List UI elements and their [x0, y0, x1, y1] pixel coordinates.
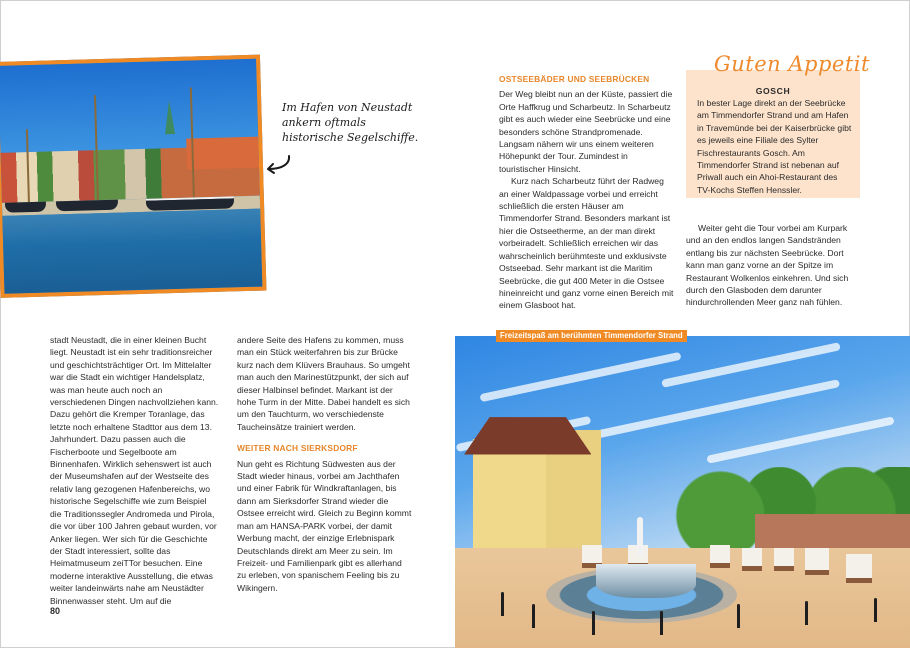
section-heading: OSTSEEBÄDER UND SEEBRÜCKEN — [499, 74, 650, 84]
fountain-bowl — [596, 564, 696, 598]
beach-chair — [846, 554, 872, 583]
photo-water — [2, 209, 262, 294]
church-spire — [164, 100, 175, 134]
harbor-photo — [0, 55, 266, 298]
seahorse-sculpture — [637, 517, 643, 557]
curved-arrow-icon — [264, 154, 294, 176]
info-box-heading: GOSCH — [755, 86, 791, 96]
harbor-photo-caption — [282, 100, 422, 145]
beach-chair — [805, 548, 829, 575]
page-number: 80 — [50, 606, 61, 616]
caption-line: Im Hafen von Neustadt — [282, 101, 413, 114]
section-heading: WEITER NACH SIERKSDORF — [237, 443, 358, 454]
body-paragraph: Weiter geht die Tour vorbei am Kurpark und an den endlos langen Sandstränden entlang bis zur nächsten Seebrücke. Dort kann man ganz vorne an der Spitze im Restaurant Wolkenlos einkehren. Und sich durch den Glasboden dem darunter hindurchrollenden Meer ganz nah fühlen. — [686, 223, 849, 308]
body-paragraph: andere Seite des Hafens zu kommen, muss man ein Stück weiterfahren bis zur Brücke kurz nach dem Klüvers Brauhaus. So umgeht man auch den Marinestützpunkt, der sich auf dieser Halbinsel befindet. Markant ist der hohe Turm in der Mitte. Dabei handelt es sich um den Tauchturm, wo verschiedenste Taucheinsätze trainiert werden. — [237, 335, 410, 432]
bollard — [660, 611, 663, 635]
info-box-title: Guten Appetit — [714, 52, 870, 76]
beach-photo — [455, 336, 910, 648]
beach-photo-caption: Freizeitspaß am berühmten Timmendorfer Strand — [496, 330, 687, 342]
bollard — [737, 604, 740, 628]
right-page-column-2 — [686, 222, 862, 309]
bollard — [501, 592, 504, 616]
beach-chair — [710, 545, 730, 568]
left-page-column-1 — [50, 334, 220, 607]
bollard — [805, 601, 808, 625]
body-paragraph: Nun geht es Richtung Südwesten aus der Stadt wieder hinaus, vorbei am Jachthafen und einer Fabrik für Windkraftanlagen, bis dann am Sierksdorfer Strand wieder die Ostsee erreicht wird. Gleich zu Beginn kommt man am HANSA-PARK vorbei, der damit Werbung macht, der einzige Erlebnispark Deutschlands direkt am Meer zu sein. Im Freizeit- und Familienpark gibt es allerhand zu erleben, von spanischem Feeling bis zu Wikingern. — [237, 458, 412, 593]
bollard — [592, 611, 595, 635]
bollard — [874, 598, 877, 622]
photo-roof — [186, 136, 264, 170]
body-paragraph: Kurz nach Scharbeutz führt der Radweg an einer Waldpassage vorbei und erreicht schließlich die ersten Häuser am Timmendorfer Strand. Besonders markant ist hier die Ostseetherme, an der man direkt vorbeiradelt. Schließlich erreichen wir das wahrscheinlich berühmteste und exklusivste Ostseebad. Sehr markant ist die Maritim Seebrücke, die gut 400 Meter in die Ostsee hineinreicht und ganz vorne einen Bereich mit einem Glasboot hat. — [499, 176, 674, 311]
bollard — [532, 604, 535, 628]
beach-chair — [742, 548, 762, 571]
right-page-column-1 — [499, 73, 675, 312]
beach-chair — [774, 548, 794, 571]
sailing-boat — [5, 201, 47, 212]
body-paragraph: Der Weg bleibt nun an der Küste, passiert die Orte Haffkrug und Scharbeutz. In Scharbeutz gibt es auch wieder eine Seebrücke und eine besonders schöne Strandpromenade. Langsam nähern wir uns einem weiteren Höhepunkt der Tour. Zumindest in touristischer Hinsicht. — [499, 89, 673, 174]
body-paragraph: stadt Neustadt, die in einer kleinen Bucht liegt. Neustadt ist ein sehr traditionsreicher und geschichtsträchtiger Ort. Im Mittelalter war die Stadt ein wichtiger Handelsplatz, was man heute auch noch an verschiedenen Dingen nachvollziehen kann. Dazu gehört die Kremper Toranlage, das letzte noch erhaltene Stadttor aus dem 13. Jahrhundert. Dazu passen auch die Fischerboote und Segelboote am Binnenhafen. Wirklich sehenswert ist auch der Museumshafen auf der Westseite des relativ lang gezogenen Hafenbereichs, wo historische Segelschiffe wie zum Beispiel die Traditionssegler Andromeda und Pirola, die vor über 100 Jahren gebaut wurden, vor Anker liegen. Wer sich für die Geschichte der Stadt interessiert, sollte das Heimatmuseum zeiTTor besuchen. Eine moderne interaktive Ausstellung, die etwas weiter landeinwärts nahe am Neustädter Binnenwasser steht. Um auf die — [50, 335, 219, 606]
sailing-boat — [56, 199, 118, 211]
sailing-boat — [146, 196, 234, 210]
left-page-column-2 — [237, 334, 413, 594]
info-box-text: In bester Lage direkt an der Seebrücke am Timmendorfer Strand und am Hafen in Travemünde bei der Kaiserbrücke gibt es jeweils eine Filiale des Sylter Fischrestaurants Gosch. Am Timmendorfer Strand ist nebenan auf Priwall auch ein Ahoi-Restaurant des TV-Kochs Steffen Henssler. — [697, 98, 852, 195]
caption-line: ankern oftmals — [282, 116, 366, 129]
caption-line: historische Segelschiffe. — [282, 131, 419, 144]
